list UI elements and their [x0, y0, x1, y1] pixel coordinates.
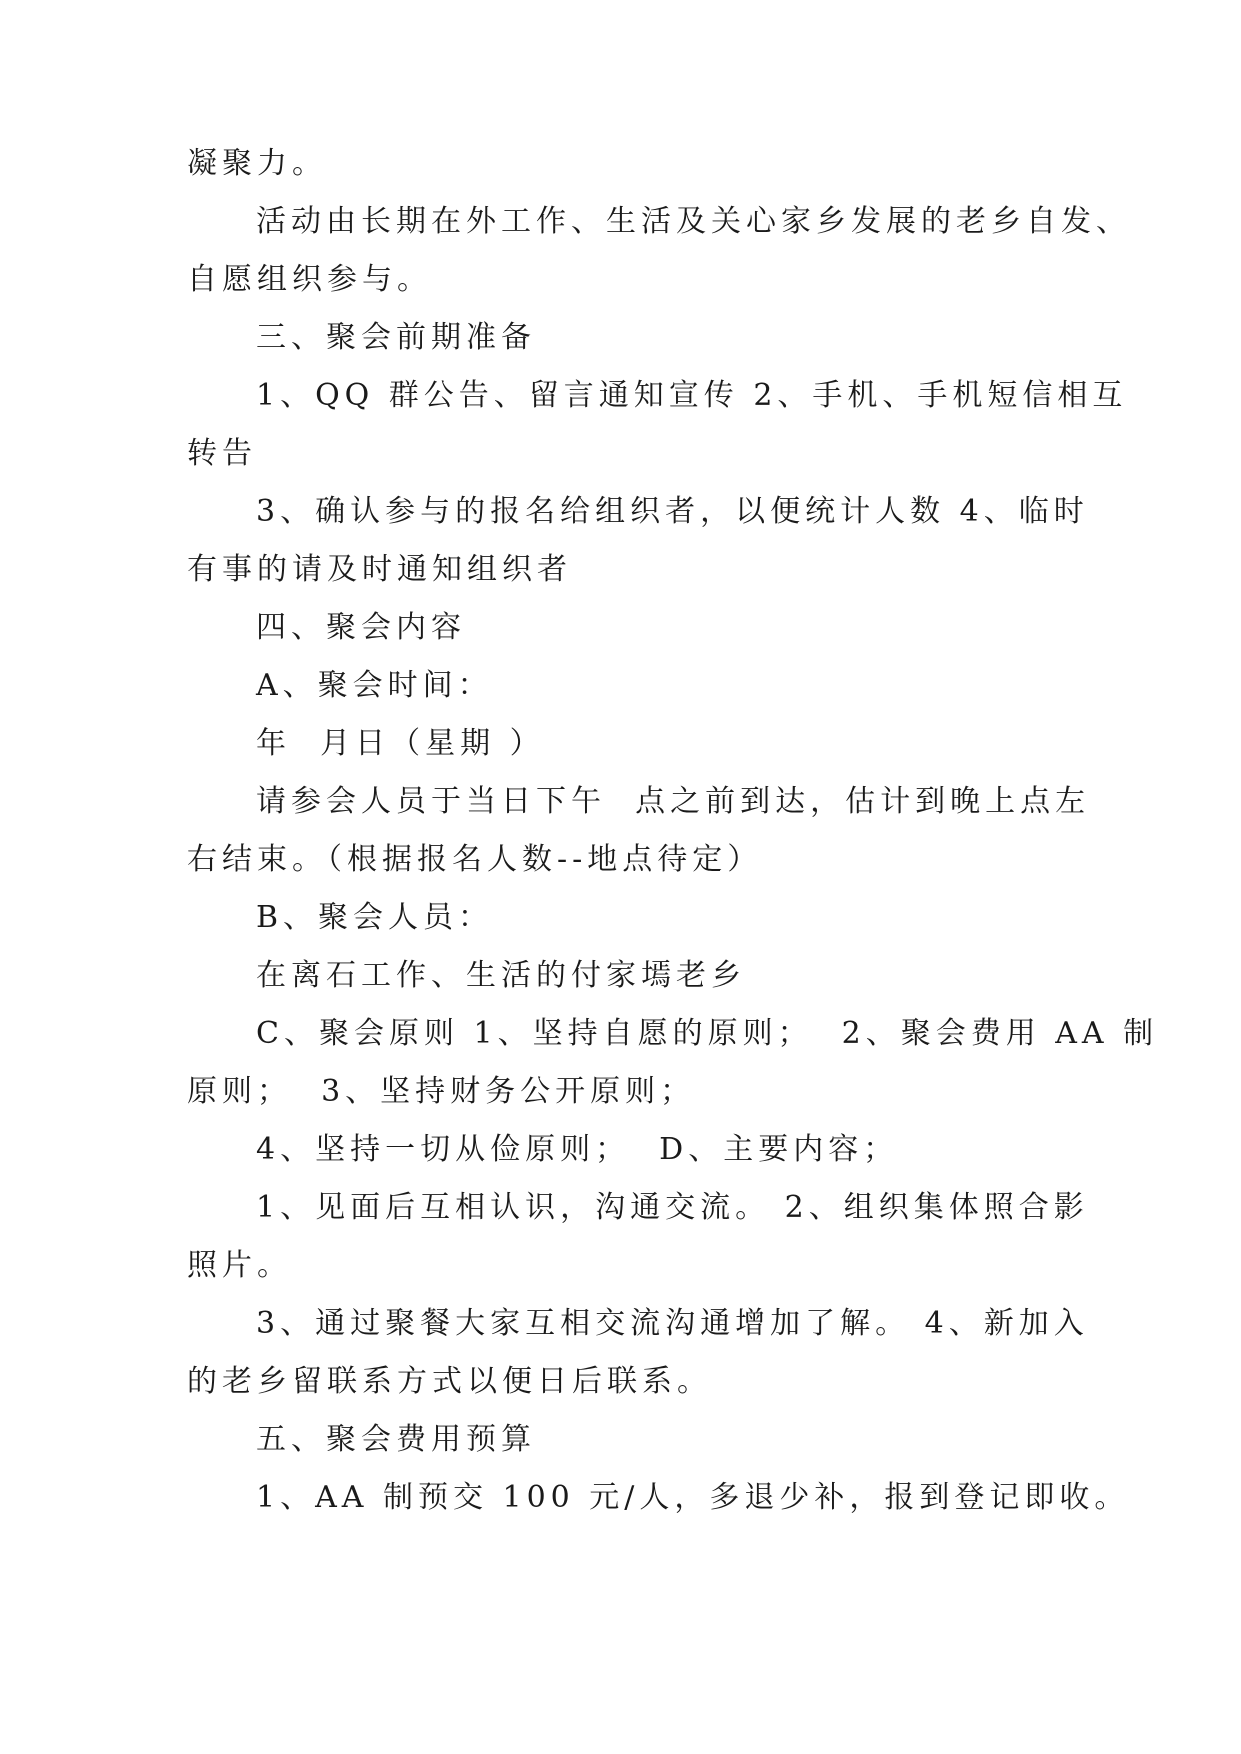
text-line: 原则； 3、坚持财务公开原则；	[187, 1074, 696, 1109]
text-line: 1、QQ 群公告、留言通知宣传 2、手机、手机短信相互	[256, 378, 1128, 413]
text-line: B、聚会人员：	[256, 900, 494, 935]
text-line: 的老乡留联系方式以便日后联系。	[187, 1364, 712, 1399]
text-line: 4、坚持一切从俭原则； D、主要内容；	[256, 1132, 899, 1167]
text-line: 3、通过聚餐大家互相交流沟通增加了解。 4、新加入	[256, 1306, 1089, 1341]
text-line: 活动由长期在外工作、生活及关心家乡发展的老乡自发、	[256, 204, 1131, 239]
text-line: 转告	[187, 436, 257, 471]
text-line: 在离石工作、生活的付家墕老乡	[256, 958, 746, 993]
text-line: 1、见面后互相认识，沟通交流。 2、组织集体照合影	[256, 1190, 1089, 1225]
section-heading: 五、聚会费用预算	[256, 1422, 536, 1457]
text-line: 年 月日（星期 ）	[256, 726, 545, 761]
text-line: 自愿组织参与。	[187, 262, 432, 297]
text-line: 请参会人员于当日下午 点之前到达，估计到晚上点左	[256, 784, 1091, 819]
text-line: 1、AA 制预交 100 元/人，多退少补，报到登记即收。	[256, 1480, 1130, 1515]
text-line: 右结束。（根据报名人数--地点待定）	[187, 842, 763, 877]
text-line: A、聚会时间：	[256, 668, 493, 703]
text-line: C、聚会原则 1、坚持自愿的原则； 2、聚会费用 AA 制	[256, 1016, 1159, 1051]
text-line: 3、确认参与的报名给组织者，以便统计人数 4、临时	[256, 494, 1089, 529]
text-line: 有事的请及时通知组织者	[187, 552, 572, 587]
text-line: 照片。	[187, 1248, 292, 1283]
section-heading: 四、聚会内容	[256, 610, 466, 645]
section-heading: 三、聚会前期准备	[256, 320, 536, 355]
text-line: 凝聚力。	[187, 146, 327, 181]
